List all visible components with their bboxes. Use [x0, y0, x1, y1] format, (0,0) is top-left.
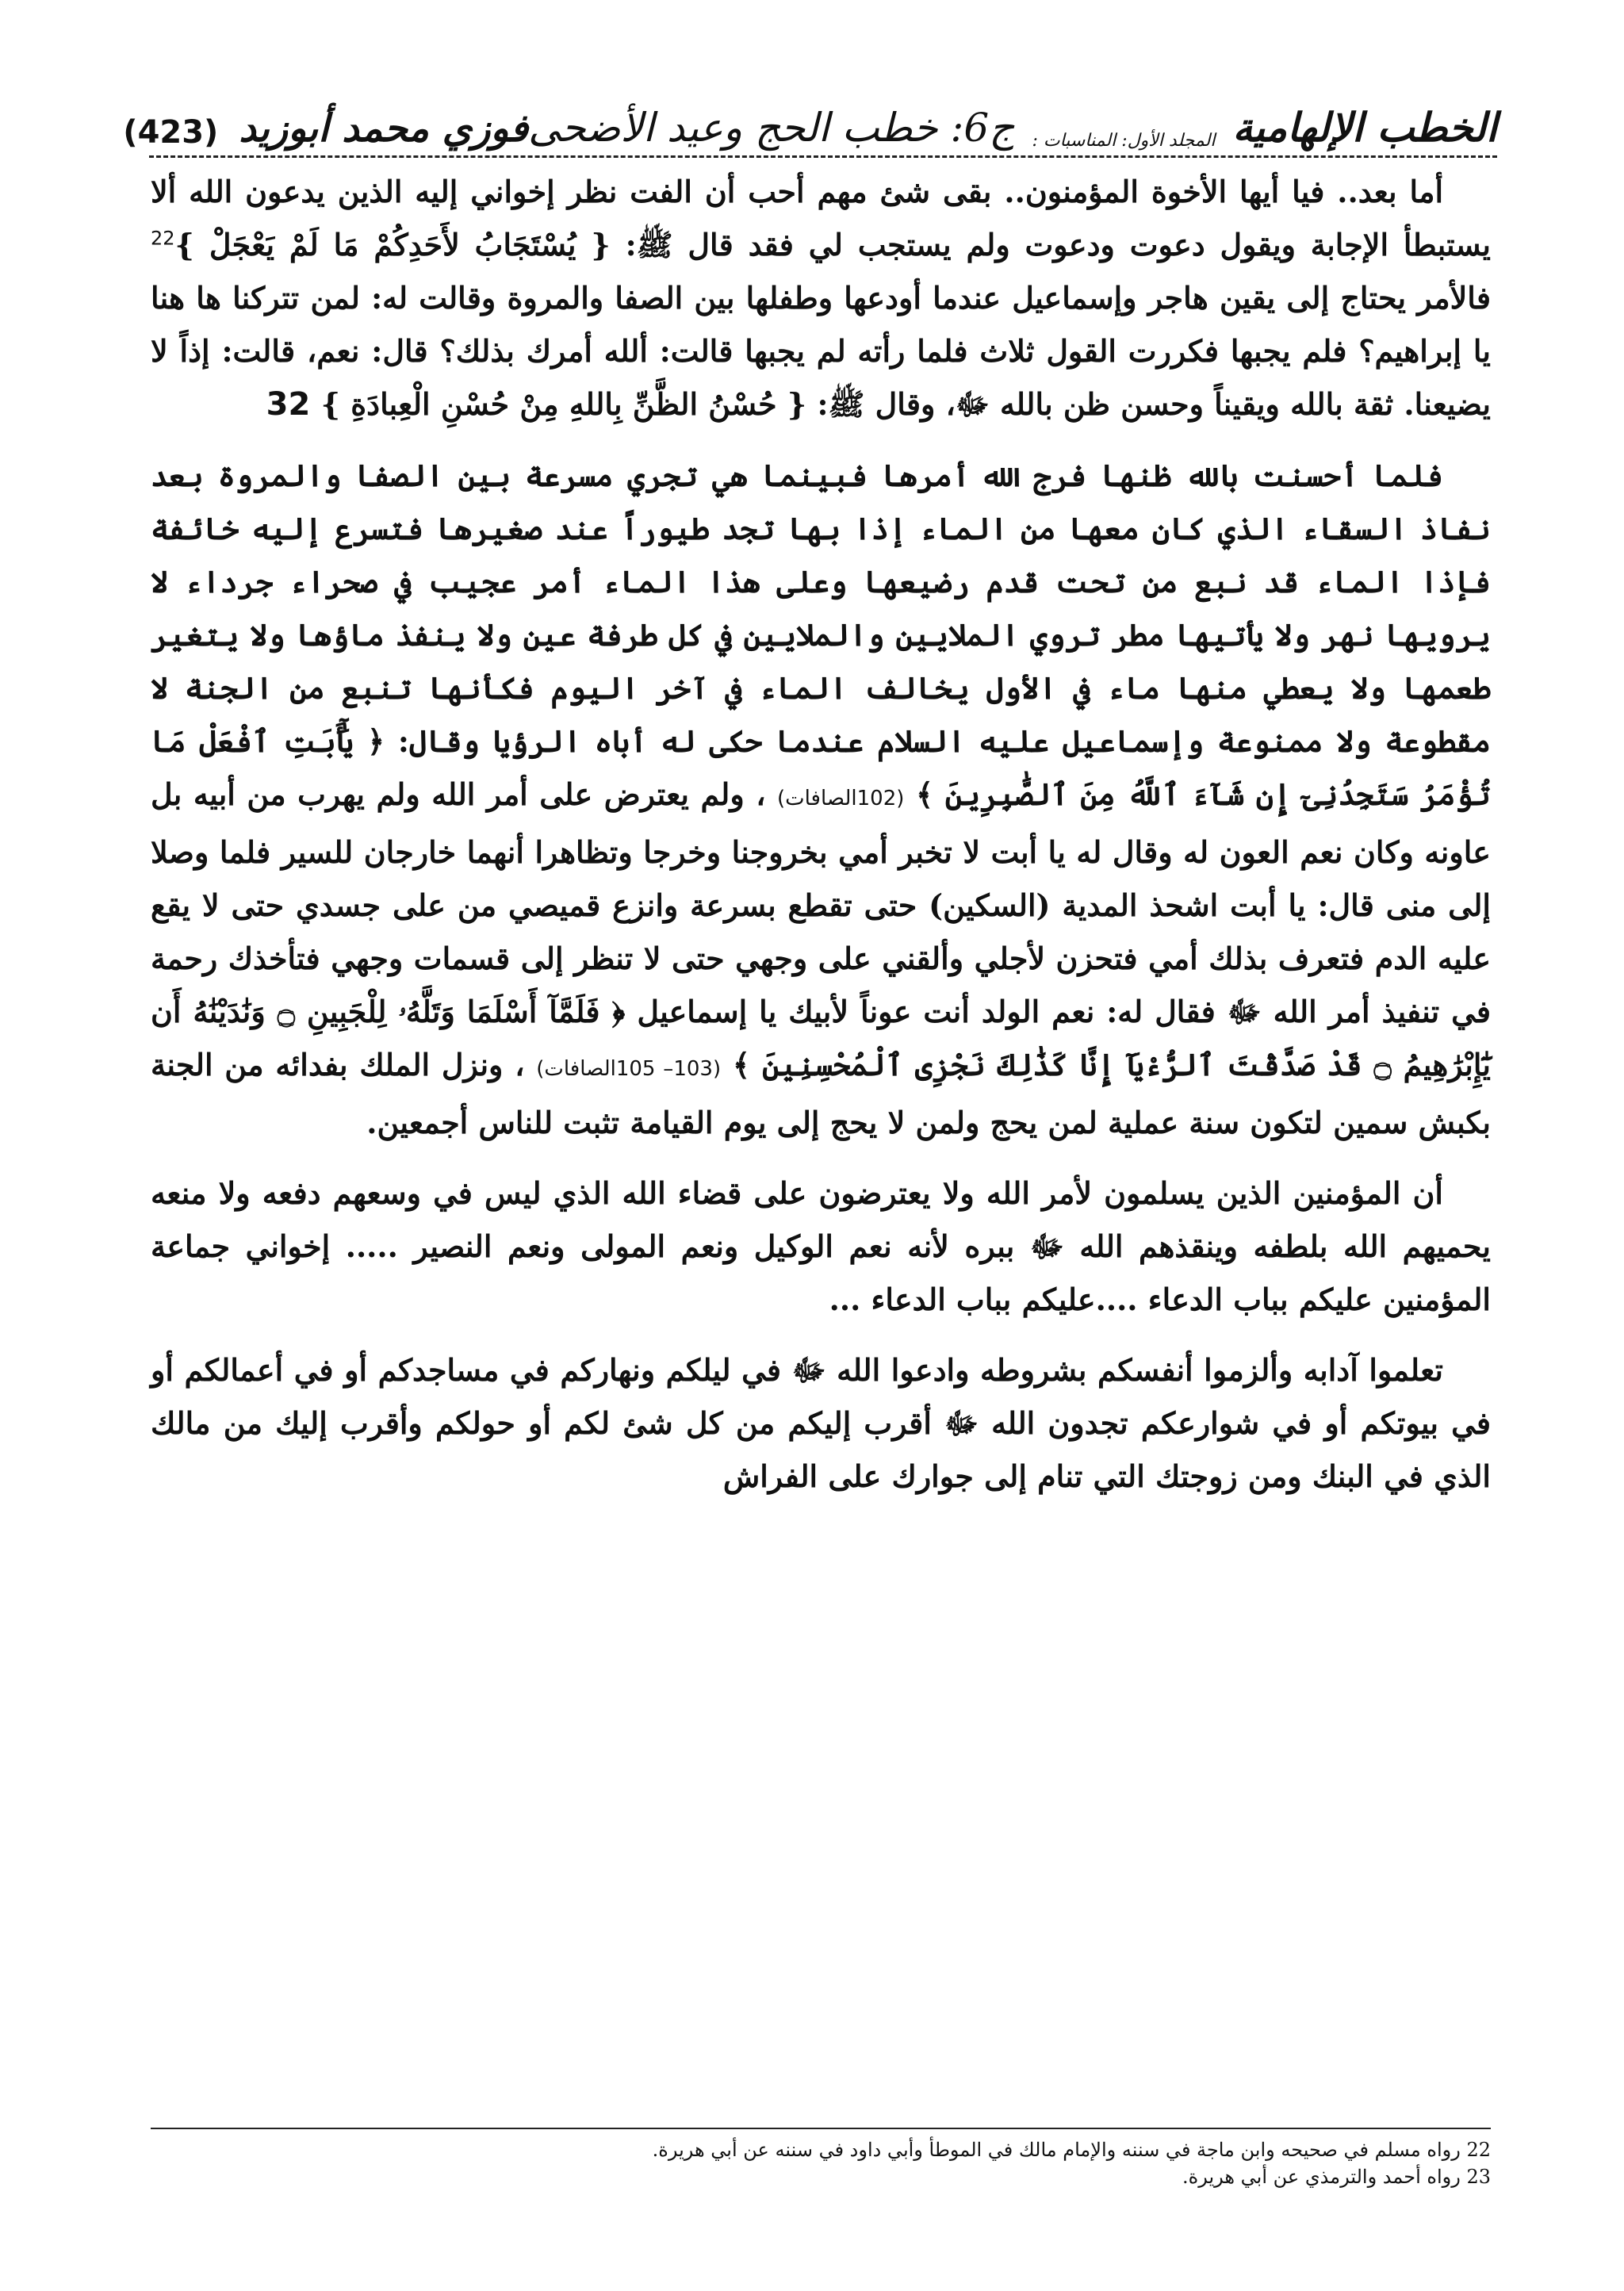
- paragraph-text: أما بعد.. فيا أيها الأخوة المؤمنون.. بقى شئ مهم أحب أن الفت نظر إخواني إليه الذين يدعون الله ألا يستبطأ الإجابة ويقول دعوت ودعوت ولم يستجب لي فقد قال ﷺ:: [151, 174, 1491, 262]
- paragraph-4: تعلموا آدابه وألزموا أنفسكم بشروطه وادعوا الله ﷻ في ليلكم ونهاركم في مساجدكم أو في أعمالكم أو في بيوتكم أو في شوارعكم تجدون الله ﷻ أقرب إليكم من كل شئ لكم أو حولكم وأقرب إليك من مالك الذي في البنك ومن زوجتك التي تنام إلى جوارك على الفراش: [151, 1352, 1491, 1494]
- footnote-item: 22 رواه مسلم في صحيحه وابن ماجة في سننه والإمام مالك في الموطأ وأبي داود في سننه عن أبي هريرة.: [652, 2139, 1491, 2161]
- header-left-group: [123, 106, 528, 151]
- page-body: [151, 165, 1491, 1520]
- footnote-item: 23 رواه أحمد والترمذي عن أبي هريرة.: [1182, 2166, 1491, 2188]
- quran-verse: ﴿ فَلَمَّآ أَسْلَمَا وَتَلَّهُۥ لِلْجَبِينِ ۝ وَنَٰدَيْنَٰهُ أَن يَٰٓإِبْرَٰهِيمُ ۝ قَدْ صَدَّقْتَ ٱلرُّءْيَآ إِنَّا كَذَٰلِكَ نَجْزِى ٱلْمُحْسِنِينَ ﴾: [151, 994, 1491, 1082]
- header-divider: [149, 155, 1497, 158]
- page-header: [123, 87, 1497, 151]
- footnote-divider: [151, 2128, 1491, 2129]
- part-title: ج6: خطب الحج وعيد الأضحى: [528, 105, 1015, 151]
- hadith-quote: { حُسْنُ الظَّنِّ بِاللهِ مِنْ حُسْنِ الْعِبادَةِ }: [320, 386, 807, 422]
- footnote-ref: 22: [151, 227, 175, 250]
- paragraph-text: فلما أحسنت بالله ظنها فرج الله أمرها فبينما هي تجري مسرعة بين الصفا والمروة بعد نفاذ السقاء الذي كان معها من الماء إذا بها تجد طيوراً عند صغيرها فتسرع إليه خائفة فإذا الماء قد نبع من تحت قدم رضيعها وعلى هذا الماء أمر عجيب في صحراء جرداء لا يرويها نهر ولا يأتيها مطر تروي الملايين والملايين في كل طرفة عين ولا ينفذ ماؤها ولا يتغير طعمها ولا يعطي منها ماء في الأول يخالف الماء في آخر اليوم فكأنها تنبع من الجنة لا مقطوعة ولا ممنوعة وإسماعيل عليه السلام عندما حكى له أباه الرؤيا وقال:: [151, 458, 1491, 759]
- paragraph-3: أن المؤمنين الذين يسلمون لأمر الله ولا يعترضون على قضاء الله الذي ليس في وسعهم دفعه ولا منعه يحميهم الله بلطفه وينقذهم الله ﷻ ببره لأنه نعم الوكيل ونعم المولى ونعم النصير ..... إخواني جماعة المؤمنين عليكم بباب الدعاء ....عليكم بباب الدعاء ...: [151, 1175, 1491, 1317]
- quran-verse: ﴿ يَٰٓأَبَتِ ٱفْعَلْ مَا تُؤْمَرُ سَتَجِدُنِىٓ إِن شَآءَ ٱللَّهُ مِنَ ٱلصَّٰبِرِينَ ﴾: [151, 723, 1491, 812]
- footnotes: [151, 2136, 1491, 2190]
- footnote-ref: 32: [266, 386, 311, 423]
- author-name: فوزي محمد أبوزيد: [239, 106, 529, 151]
- verse-citation: (103– 105الصافات): [536, 1057, 722, 1081]
- page-number: (423): [123, 114, 219, 151]
- hadith-quote: { يُسْتَجَابُ لأَحَدِكُمْ مَا لَمْ يَعْجَلْ }: [174, 227, 611, 262]
- header-right-group: [528, 104, 1497, 151]
- paragraph-text: فالأمر يحتاج إلى يقين هاجر وإسماعيل عندما أودعها وطفلها بين الصفا والمروة وقالت له: لمن تتركنا ها هنا يا إبراهيم؟ فلم يجبها فكررت القول ثلاث فلما رأته لم يجبها قالت: ألله أمرك بذلك؟ قال: نعم، قالت: إذاً لا يضيعنا. ثقة بالله ويقيناً وحسن ظن بالله ﷻ، وقال ﷺ:: [151, 280, 1491, 422]
- volume-label: المجلد الأول: المناسبات :: [1032, 131, 1216, 151]
- verse-citation: (102الصافات): [777, 787, 905, 810]
- paragraph-1: [151, 165, 1491, 431]
- paragraph-text: ، ونزل الملك بفدائه من الجنة بكبش سمين لتكون سنة عملية لمن يحج ولمن لا يحج إلى يوم القيامة تثبت للناس أجمعين.: [151, 1047, 1491, 1140]
- book-title: الخطب الإلهامية: [1232, 104, 1497, 151]
- paragraph-2: [151, 449, 1491, 1149]
- paragraph-text: ، ولم يعترض على أمر الله ولم يهرب من أبيه بل عاونه وكان نعم العون له وقال له يا أبت لا تخبر أمي بخروجنا وخرجا وتظاهرا أنهما خارجان للسير فلما وصلا إلى منى قال: يا أبت اشحذ المدية (السكين) حتى تقطع بسرعة وانزع قميصي من على جسدي حتى لا يقع عليه الدم فتعرف بذلك أمي فتحزن لأجلي وألقني على وجهي حتى لا تنظر إلى قسمات وجهي فتأخذك رحمة في تنفيذ أمر الله ﷻ فقال له: نعم الولد أنت عوناً لأبيك يا إسماعيل: [151, 776, 1491, 1029]
